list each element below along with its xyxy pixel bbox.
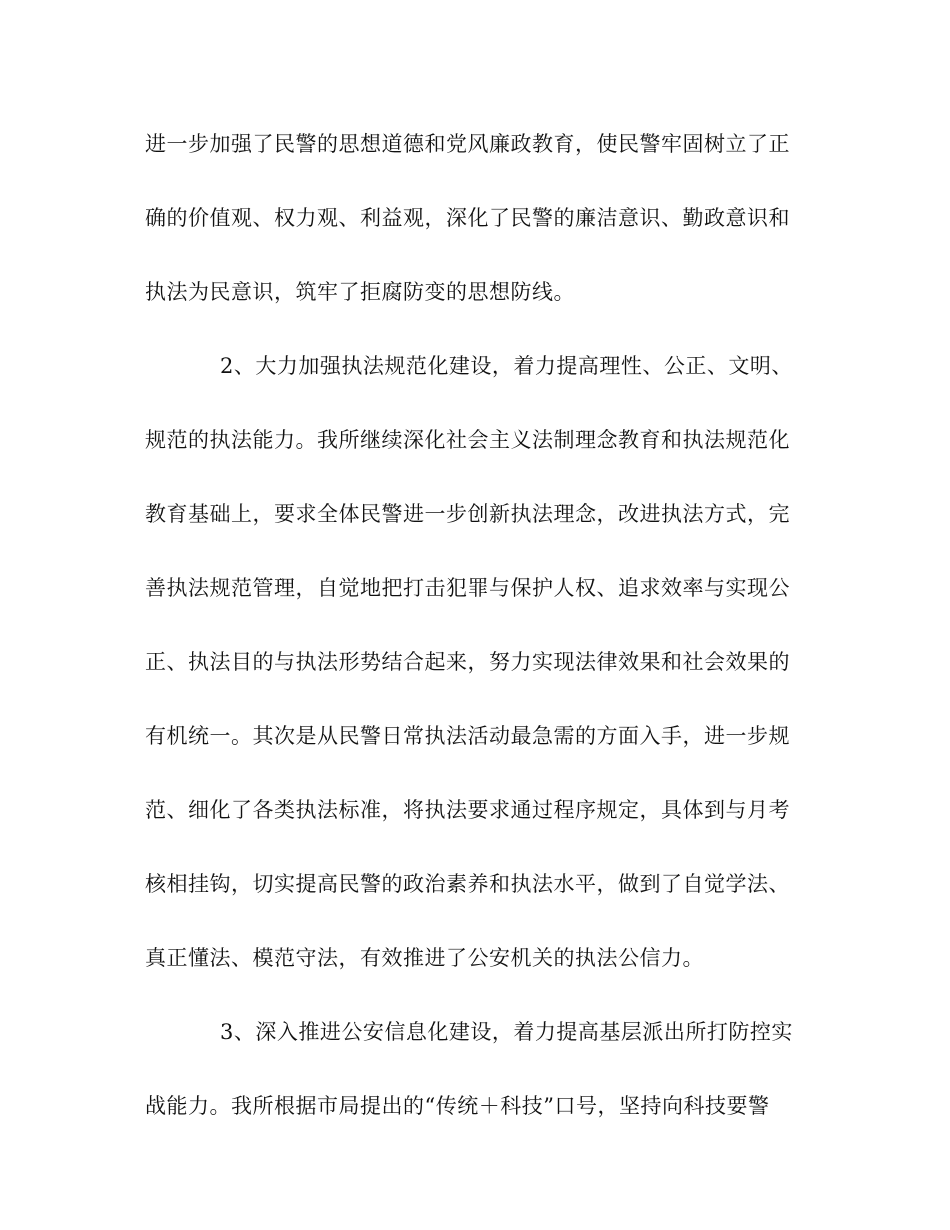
paragraph-line: 2、大力加强执法规范化建设，着力提高理性、公正、文明、 [220, 354, 793, 378]
paragraph-line: 范、细化了各类执法标准，将执法要求通过程序规定，具体到与月考 [145, 798, 790, 822]
paragraph-line: 正、执法目的与执法形势结合起来，努力实现法律效果和社会效果的 [145, 650, 790, 674]
paragraph-line: 执法为民意识，筑牢了拒腐防变的思想防线。 [145, 280, 575, 304]
paragraph-line: 善执法规范管理，自觉地把打击犯罪与保护人权、追求效率与实现公 [145, 576, 790, 600]
paragraph-line: 3、深入推进公安信息化建设，着力提高基层派出所打防控实 [220, 1020, 793, 1044]
paragraph-line: 确的价值观、权力观、利益观，深化了民警的廉洁意识、勤政意识和 [145, 206, 790, 230]
paragraph-line: 有机统一。其次是从民警日常执法活动最急需的方面入手，进一步规 [145, 724, 790, 748]
paragraph-line: 教育基础上，要求全体民警进一步创新执法理念，改进执法方式，完 [145, 502, 790, 526]
paragraph-line: 核相挂钩，切实提高民警的政治素养和执法水平，做到了自觉学法、 [145, 872, 790, 896]
paragraph-line: 进一步加强了民警的思想道德和党风廉政教育，使民警牢固树立了正 [145, 132, 790, 156]
paragraph-line: 规范的执法能力。我所继续深化社会主义法制理念教育和执法规范化 [145, 428, 790, 452]
paragraph-line: 真正懂法、模范守法，有效推进了公安机关的执法公信力。 [145, 946, 704, 970]
paragraph-line: 战能力。我所根据市局提出的“传统＋科技”口号，坚持向科技要警 [145, 1094, 770, 1118]
